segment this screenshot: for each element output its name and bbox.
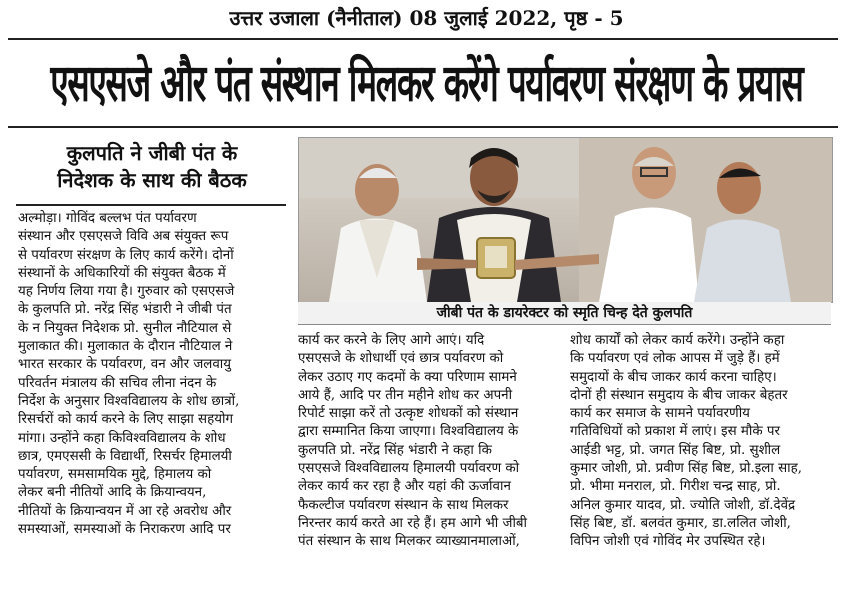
article-line: भारत सरकार के पर्यावरण, वन और जलवायु bbox=[18, 357, 232, 373]
article-line: के कुलपति प्रो. नरेंद्र सिंह भंडारी ने जीबी पंत bbox=[18, 302, 232, 318]
article-column-3 bbox=[570, 332, 832, 552]
article-line: कुलपति प्रो. नरेंद्र सिंह भंडारी ने कहा कि bbox=[298, 442, 492, 458]
headline-rule bbox=[8, 126, 838, 128]
article-column-2 bbox=[298, 332, 560, 552]
article-line: द्वारा सम्मानित किया जाएगा। विश्वविद्यालय के bbox=[298, 424, 519, 440]
article-line: एसएसजे के शोधार्थी एवं छात्र पर्यावरण को bbox=[298, 351, 504, 367]
article-line: छात्र, एमएससी के विद्यार्थी, रिसर्चर हिमालयी bbox=[18, 448, 232, 464]
article-line: समस्याओं, समस्याओं के निराकरण आदि पर bbox=[18, 522, 231, 538]
article-line: यह निर्णय लिया गया है। गुरुवार को एसएसजे bbox=[18, 284, 235, 300]
article-line: अनिल कुमार यादव, प्रो. ज्योति जोशी, डॉ.देवेंद्र bbox=[570, 497, 796, 513]
article-line: प्रो. भीमा मनराल, प्रो. गिरीश चन्द्र साह, प्रो. bbox=[570, 479, 781, 495]
article-line: निरन्तर कार्य करते आ रहे हैं। हम आगे भी जीबी bbox=[298, 515, 528, 531]
article-line: कि पर्यावरण एवं लोक आपस में जुड़े हैं। हमें bbox=[570, 351, 780, 367]
article-line: अल्मोड़ा। गोविंद बल्लभ पंत पर्यावरण bbox=[18, 211, 197, 226]
article-line: रिपोर्ट साझा करें तो उत्कृष्ट शोधकों को संस्थान bbox=[298, 406, 519, 422]
article-column-1 bbox=[18, 210, 284, 539]
article-line: संस्थान और एसएसजे विवि अब संयुक्त रूप bbox=[18, 229, 229, 245]
article-line: शोध कार्यों को लेकर कार्य करेंगे। उन्होंने कहा bbox=[570, 333, 785, 348]
sub-headline-line-1: कुलपति ने जीबी पंत के bbox=[66, 141, 238, 165]
article-line: पंत संस्थान के साथ मिलकर व्याख्यानमालाओं, bbox=[298, 534, 520, 550]
article-line: कार्य कर समाज के सामने पर्यावरणीय bbox=[570, 406, 750, 422]
article-line: फैकल्टीज पर्यावरण संस्थान के साथ मिलकर bbox=[298, 497, 509, 513]
sub-headline-line-2: निदेशक के साथ की बैठक bbox=[57, 168, 247, 192]
header-rule bbox=[8, 38, 838, 40]
article-line: संस्थानों के अधिकारियों की संयुक्त बैठक में bbox=[18, 265, 226, 281]
photo-caption: जीबी पंत के डायरेक्टर को स्मृति चिन्ह देते कुलपति bbox=[298, 302, 831, 325]
article-line: समुदायों के बीच जाकर कार्य करना चाहिए। bbox=[570, 369, 777, 385]
article-line: के न नियुक्त निदेशक प्रो. सुनील नौटियाल से bbox=[18, 320, 232, 336]
main-headline: एसएसजे और पंत संस्थान मिलकर करेंगे पर्यावरण संरक्षण के प्रयास bbox=[50, 52, 803, 113]
article-line: गतिविधियों को प्रकाश में लाएं। इस मौके पर bbox=[570, 424, 781, 440]
article-line: लेकर उठाए गए कदमों के क्या परिणाम सामने bbox=[298, 369, 517, 385]
news-photo bbox=[298, 137, 833, 303]
article-line: नीतियों के क्रियान्वयन में आ रहे अवरोध और bbox=[18, 503, 232, 519]
newspaper-header: उत्तर उजाला (नैनीताल) 08 जुलाई 2022, पृष्ठ - 5 bbox=[229, 6, 624, 30]
article-line: आये हैं, आदि पर तीन महीने शोध कर अपनी bbox=[298, 387, 513, 403]
article-line: कार्य कर करने के लिए आगे आएं। यदि bbox=[298, 333, 485, 348]
article-line: से पर्यावरण संरक्षण के लिए कार्य करेंगे। दोनों bbox=[18, 247, 234, 263]
article-line: आईडी भट्ट, प्रो. जगत सिंह बिष्ट, प्रो. सुशील bbox=[570, 442, 781, 458]
article-line: एसएसजे विश्वविद्यालय हिमालयी पर्यावरण को bbox=[298, 461, 520, 477]
article-line: मांगा। उन्होंने कहा किविश्वविद्यालय के शोध bbox=[18, 430, 226, 446]
article-line: दोनों ही संस्थान समुदाय के बीच जाकर बेहतर bbox=[570, 387, 788, 403]
article-line: लेकर बनी नीतियों आदि के क्रियान्वयन, bbox=[18, 485, 207, 501]
article-line: परिवर्तन मंत्रालय की सचिव लीना नंदन के bbox=[18, 375, 217, 391]
article-line: सिंह बिष्ट, डॉ. बलवंत कुमार, डा.ललित जोशी, bbox=[570, 515, 791, 531]
article-line: मुलाकात की। मुलाकात के दौरान नौटियाल ने bbox=[18, 339, 233, 355]
sub-headline-rule bbox=[16, 204, 286, 206]
sub-headline bbox=[18, 140, 286, 194]
article-line: निर्देश के अनुसार विश्वविद्यालय के शोध छात्रों, bbox=[18, 393, 240, 409]
article-line: कुमार जोशी, प्रो. प्रवीण सिंह बिष्ट, प्रो.इला साह, bbox=[570, 461, 802, 477]
article-line: रिसर्चरों को कार्य करने के लिए साझा सहयोग bbox=[18, 412, 233, 428]
photo-illustration bbox=[299, 138, 832, 302]
article-line: लेकर कार्य कर रहा है और यहां की ऊर्जावान bbox=[298, 479, 511, 495]
article-line: पर्यावरण, समसामयिक मुद्दे, हिमालय को bbox=[18, 467, 212, 483]
article-line: विपिन जोशी एवं गोविंद मेर उपस्थित रहे। bbox=[570, 534, 766, 550]
